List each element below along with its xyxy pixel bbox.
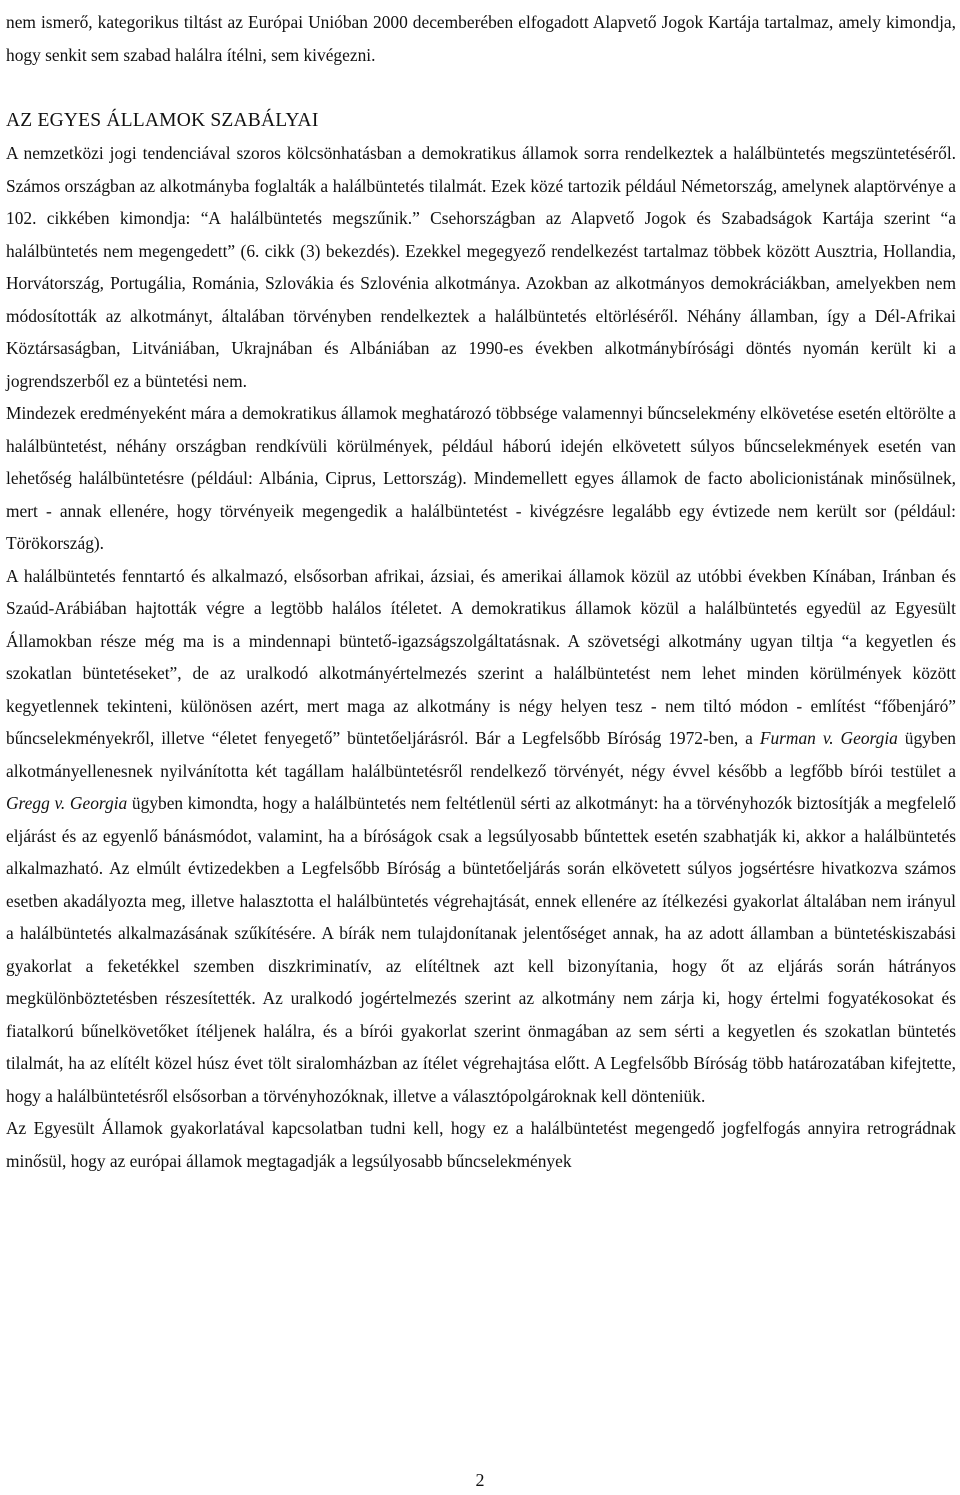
page-number: 2 [475, 1470, 485, 1490]
section-heading: AZ EGYES ÁLLAMOK SZABÁLYAI [6, 110, 319, 131]
paragraph-2: Mindezek eredményeként mára a demokratikus államok meghatározó többsége valamennyi bűncselekmény elkövetése esetén eltörölte a halálbüntetést, néhány országban rendkívüli körülmények, például háború idején elkövetett súlyos bűncselekmények esetén van lehetőség halálbüntetésre (például: Albánia, Ciprus, Lettország). Mindemellett egyes államok de facto abolicionistának minősülnek, mert - annak ellenére, hogy törvényeik megengedik a halálbüntetést - kivégzésre legalább egy évtizede nem került sor (például: Törökország). [6, 403, 956, 553]
intro-paragraph: nem ismerő, kategorikus tiltást az Európai Unióban 2000 decemberében elfogadott Alapvető Jogok Kartája tartalmaz, amely kimondja, hogy senkit sem szabad halálra ítélni, sem kivégezni. [6, 12, 956, 65]
paragraph-1: A nemzetközi jogi tendenciával szoros kölcsönhatásban a demokratikus államok sorra rendelkeztek a halálbüntetés megszüntetéséről. Számos országban az alkotmányba foglalták a halálbüntetés tilalmát. Ezek közé tartozik például Németország, amelynek alaptörvénye a 102. cikkében kimondja: “A halálbüntetés megszűnik.” Csehországban az Alapvető Jogok és Szabadságok Kartája szerint “a halálbüntetés nem megengedett” (6. cikk (3) bekezdés). Ezekkel megegyező rendelkezést tartalmaz többek között Ausztria, Hollandia, Horvátország, Portugália, Románia, Szlovákia és Szlovénia alkotmánya. Azokban az alkotmányos demokráciákban, amelyekben nem módosították az alkotmányt, általában törvényben rendelkeztek a halálbüntetés eltörléséről. Néhány államban, így a Dél-Afrikai Köztársaságban, Litvániában, Ukrajnában és Albániában az 1990-es években alkotmánybírósági döntés nyomán került ki a jogrendszerből ez a büntetési nem. [6, 143, 956, 391]
case-citation-gregg: Gregg v. Georgia [6, 793, 128, 813]
paragraph-4: Az Egyesült Államok gyakorlatával kapcsolatban tudni kell, hogy ez a halálbüntetést megengedő jogfelfogás annyira retrográdnak minősül, hogy az európai államok megtagadják a legsúlyosabb bűncselekmények [6, 1118, 956, 1171]
case-citation-furman: Furman v. Georgia [759, 728, 898, 748]
document-page [6, 6, 956, 1177]
paragraph-3-part-c: ügyben kimondta, hogy a halálbüntetés nem feltétlenül sérti az alkotmányt: ha a törvényhozók biztosítják a megfelelő eljárást és az egyenlő bánásmódot, valamint, ha a bíróságok csak a legsúlyosabb bűntettek esetén szabhatják ki, akkor a halálbüntetés alkalmazható. Az elmúlt évtizedekben a Legfelsőbb Bíróság a büntetőeljárás során elkövetett súlyos jogsértésre hivatkozva számos esetben akadályozta meg, illetve halasztotta el halálbüntetés végrehajtását, ennek ellenére az ítélkezési gyakorlat általában nem irányul a halálbüntetés alkalmazásának szűkítésére. A bírák nem tulajdonítanak jelentőséget annak, ha az adott államban a büntetéskiszabási gyakorlat a feketékkel szemben diszkriminatív, az elítéltnek azt kell bizonyítania, hogy őt az eljárás során hátrányos megkülönböztetésben részesítették. Az uralkodó jogértelmezés szerint az alkotmány nem zárja ki, hogy értelmi fogyatékosokat és fiatalkorú bűnelkövetőket ítéljenek halálra, és a bírói gyakorlat szerint önmagában az sem sérti a kegyetlen és szokatlan büntetés tilalmát, ha az elítélt közel húsz évet tölt siralomházban az ítélet végrehajtása előtt. A Legfelsőbb Bíróság több határozatában kifejtette, hogy a halálbüntetésről elsősorban a törvényhozóknak, illetve a választópolgároknak kell dönteniük. [6, 793, 956, 1106]
paragraph-3-part-a: A halálbüntetés fenntartó és alkalmazó, elsősorban afrikai, ázsiai, és amerikai államok közül az utóbbi években Kínában, Iránban és Szaúd-Arábiában hajtották végre a legtöbb halálos ítéletet. A demokratikus államok közül a halálbüntetés egyedül az Egyesült Államokban része még ma is a mindennapi büntető-igazságszolgáltatásnak. A szövetségi alkotmány ugyan tiltja “a kegyetlen és szokatlan büntetéseket”, de az uralkodó alkotmányértelmezés szerint a halálbüntetést nem lehet minden körülmények között kegyetlennek tekinteni, különösen azért, mert maga az alkotmány is négy helyen tesz - nem tiltó módon - említést “főbenjáró” bűncselekményekről, illetve “életet fenyegető” büntetőeljárásról. Bár a Legfelsőbb Bíróság 1972-ben, a [6, 565, 956, 748]
paragraph-3-part-b: ügyben alkotmányellenesnek nyilvánította két tagállam halálbüntetésről rendelkező törvényét, négy évvel később a legfőbb bírói testület a [6, 728, 956, 781]
spacer [6, 71, 956, 105]
paragraph-3 [6, 560, 956, 1113]
